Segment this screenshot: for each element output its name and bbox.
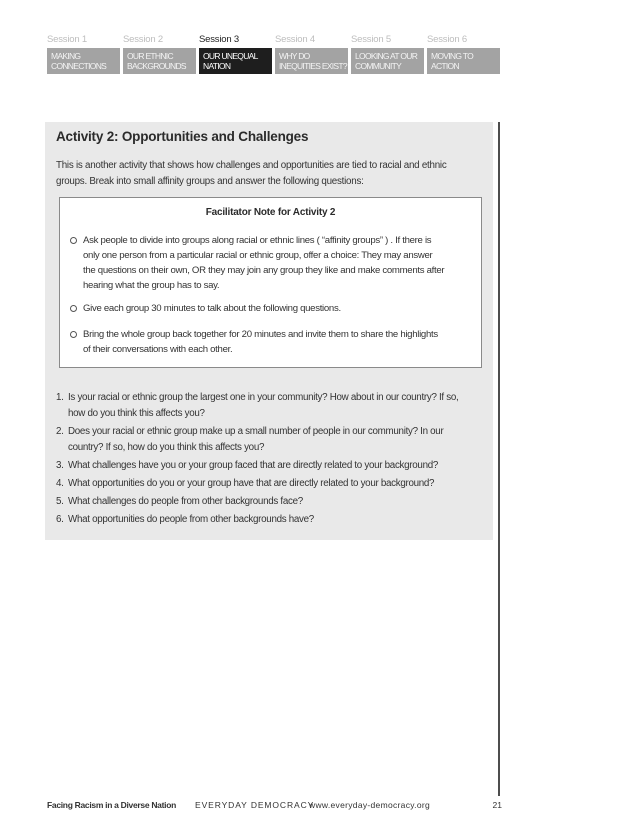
note-line: Ask people to divide into groups along racial or ethnic lines ( “affinity groups” ) . If there is [83, 235, 432, 246]
question-item [56, 494, 486, 510]
question-item [56, 512, 486, 528]
session-title-line: WHY DO [279, 51, 310, 61]
note-item [70, 233, 476, 293]
question-number: 1. [56, 392, 64, 403]
session-title-line: BACKGROUNDS [127, 61, 186, 71]
question-number: 6. [56, 514, 64, 525]
session-nav [47, 34, 500, 74]
session-title [123, 48, 196, 74]
question-number: 5. [56, 496, 64, 507]
question-line: What opportunities do people from other backgrounds have? [68, 514, 314, 525]
session-title-line: MOVING TO [431, 51, 474, 61]
session-tab-2 [123, 34, 196, 74]
session-tab-4 [275, 34, 348, 74]
session-tab-3 [199, 34, 272, 74]
session-title [427, 48, 500, 74]
note-item [70, 327, 476, 357]
circle-bullet-icon [70, 305, 77, 312]
question-line: country? If so, how do you think this affects you? [68, 442, 265, 453]
facilitator-note-title: Facilitator Note for Activity 2 [205, 207, 336, 218]
question-line: Is your racial or ethnic group the largest one in your community? How about in our country? If so, [68, 392, 459, 403]
question-line: Does your racial or ethnic group make up a small number of people in our community? In our [68, 426, 444, 437]
question-line: What challenges have you or your group faced that are directly related to your background? [68, 460, 439, 471]
session-title [47, 48, 120, 74]
note-line: only one person from a particular racial or ethnic group, offer a choice: They may answer [83, 250, 433, 261]
circle-bullet-icon [70, 237, 77, 244]
question-number: 4. [56, 478, 64, 489]
session-label: Session 3 [199, 34, 239, 45]
margin-rule [498, 122, 500, 796]
activity-panel [45, 122, 493, 540]
question-item [56, 476, 486, 492]
question-line: how do you think this affects you? [68, 408, 205, 419]
page-footer [47, 800, 502, 814]
footer-org-name: EVERYDAY DEMOCRACY [195, 800, 315, 810]
session-label: Session 2 [123, 34, 163, 45]
session-title-line: CONNECTIONS [51, 61, 107, 71]
session-tab-6 [427, 34, 500, 74]
session-label: Session 6 [427, 34, 467, 45]
note-line: hearing what the group has to say. [83, 280, 220, 291]
question-item [56, 390, 486, 422]
question-number: 3. [56, 460, 64, 471]
session-title-line: MAKING [51, 51, 81, 61]
session-label: Session 5 [351, 34, 391, 45]
session-label: Session 1 [47, 34, 87, 45]
note-line: the questions on their own, OR they may join any group they like and make comments after [83, 265, 445, 276]
question-item [56, 424, 486, 456]
session-title-line: LOOKING AT OUR [355, 51, 418, 61]
question-line: What challenges do people from other backgrounds face? [68, 496, 303, 507]
question-line: What opportunities do you or your group have that are directly related to your background? [68, 478, 435, 489]
question-number: 2. [56, 426, 64, 437]
session-title [199, 48, 272, 74]
note-line: Give each group 30 minutes to talk about the following questions. [83, 303, 341, 314]
session-title-line: INEQUITIES EXIST? [279, 61, 347, 71]
session-tab-1 [47, 34, 120, 74]
circle-bullet-icon [70, 331, 77, 338]
session-title-line: ACTION [431, 61, 459, 71]
session-tab-5 [351, 34, 424, 74]
session-label: Session 4 [275, 34, 315, 45]
session-title-line: OUR UNEQUAL [203, 51, 258, 61]
session-title-line: OUR ETHNIC [127, 51, 173, 61]
note-line: of their conversations with each other. [83, 344, 233, 355]
footer-website: www.everyday-democracy.org [309, 800, 431, 810]
intro-line: groups. Break into small affinity groups and answer the following questions: [56, 176, 364, 187]
session-title [275, 48, 348, 74]
session-title [351, 48, 424, 74]
note-line: Bring the whole group back together for 20 minutes and invite them to share the highlights [83, 329, 438, 340]
activity-title: Activity 2: Opportunities and Challenges [56, 129, 309, 144]
question-item [56, 458, 486, 474]
note-item [70, 301, 476, 316]
session-title-line: COMMUNITY [355, 61, 402, 71]
intro-line: This is another activity that shows how challenges and opportunities are tied to racial and ethnic [56, 160, 447, 171]
activity-intro [56, 158, 486, 190]
facilitator-note-box [59, 197, 482, 368]
footer-book-title: Facing Racism in a Diverse Nation [47, 800, 176, 810]
session-title-line: NATION [203, 61, 231, 71]
page-number: 21 [492, 800, 502, 810]
